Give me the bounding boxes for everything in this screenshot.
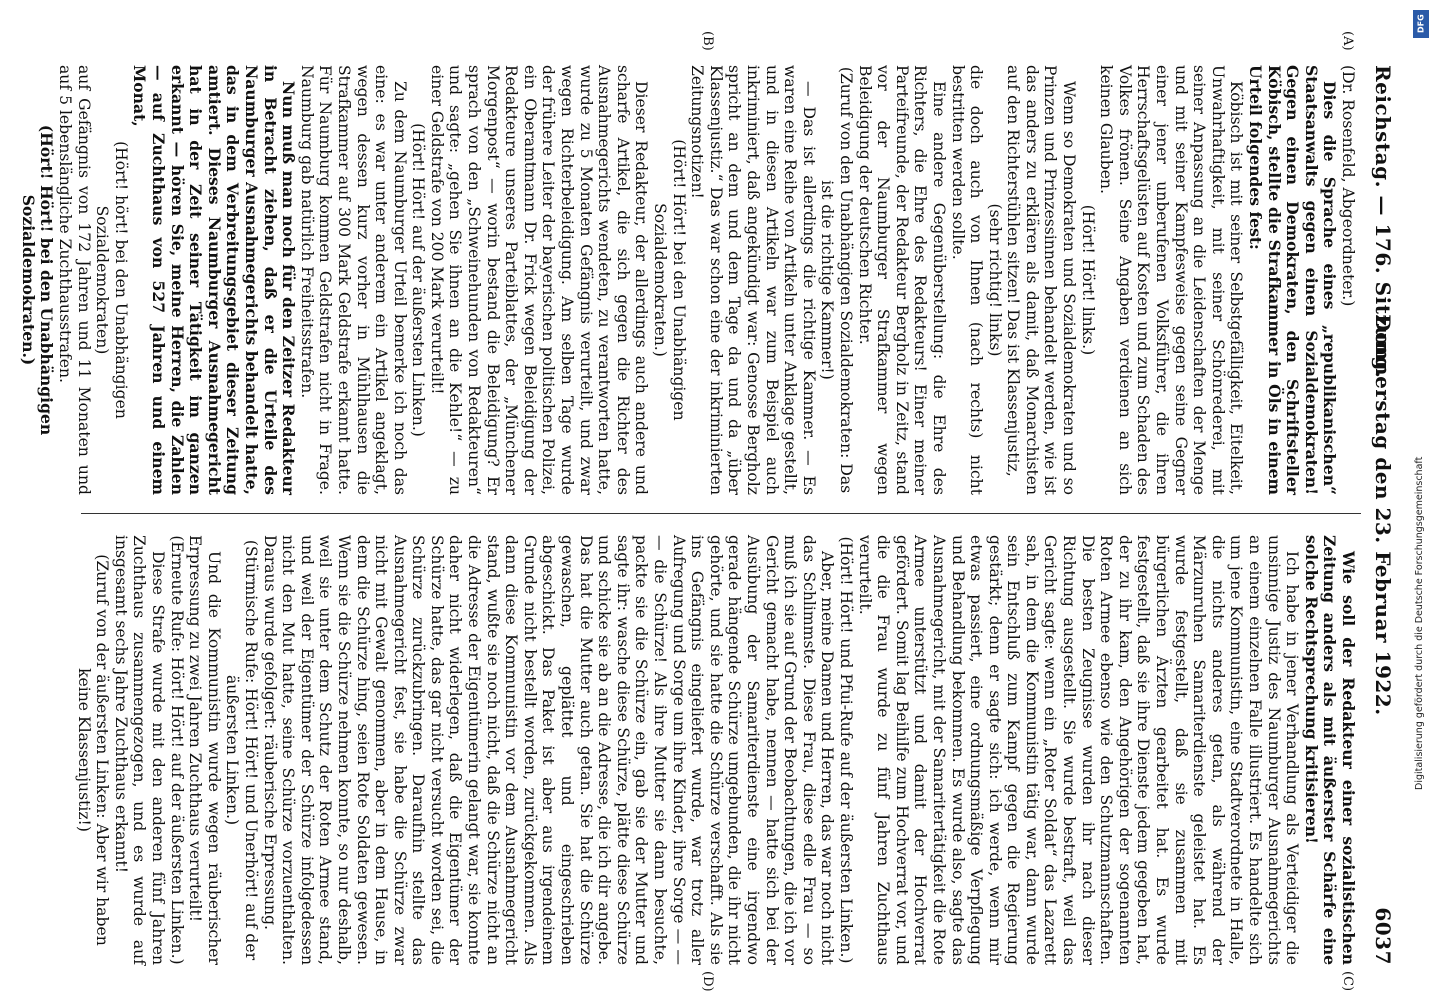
page-number: 6037 xyxy=(1371,907,1395,965)
interjection: (sehr richtig! links) xyxy=(985,203,1004,357)
rotated-text-block xyxy=(18,31,1395,992)
header-date: Donnerstag den 23. Februar 1922. xyxy=(1371,314,1395,716)
paragraph: Diese Strafe wurde mit den anderen fünf Jahren Zuchthaus zusammengezogen, und es wurde auf insgesamt sechs Jahre Zuchthaus erkannt! xyxy=(111,535,167,965)
header-session: Reichstag. — 176. Sitzung. xyxy=(1371,65,1395,379)
column-divider xyxy=(81,513,1361,514)
digitization-credit: Digitalisierung gefördert durch die Deutsche Forschungsgemeinschaft xyxy=(1414,456,1425,790)
paragraph: Zu dem Naumburger Urteil bemerke ich noch das eine: es war unter anderem ein Artikel angeklagt, wegen dessen kurz vorher in Mühlhausen die Strafkammer auf 300 Mark Geldstrafe erkannt hatte. Für Naumburg kommen Geldstrafen nicht in Frage. Naumburg gab natürlich Freiheitsstrafen. xyxy=(297,65,409,495)
paragraph: — Das ist allerdings die richtige Kammer. — Es waren eine Reihe von Artikeln unter Anklage gestellt, und in diesen Artikeln war zum Beispiel auch inkriminiert, daß angekündigt war: Genosse Bergholz spricht an dem und dem Tage da und da „über Klassenjustiz.“ Das war schon eine der inkriminierten Zeitungsnotizen! xyxy=(688,65,818,495)
paragraph: auf Gefängnis von 172 Jahren und 11 Monaten und auf 5 lebenslängliche Zuchthausstrafen. xyxy=(56,65,93,495)
paragraph: Und die Kommunistin wurde wegen räuberischer Erpressung zu zwei Jahren Zuchthaus verurteilt! xyxy=(186,535,223,965)
paragraph: Nun muß man noch für den Zeitzer Redakteur in Betracht ziehen, daß er die Urteile des Naumburger Ausnahmegerichts behandelt hatte, das in dem Verbreitungsgebiet dieser Zeitung amtiert. Dieses Naumburger Ausnahmegericht hat in der Zeit seiner Tätigkeit im ganzen erkannt — hören Sie, meine Herren, die Zahlen — auf Zuchthaus von 527 Jahren und einem Monat, xyxy=(130,65,299,495)
left-text-column xyxy=(18,65,1357,495)
paragraph: Wie soll der Redakteur einer sozialistischen Zeitung anders als mit äußerster Schärfe eine solche Rechtsprechung kritisieren! xyxy=(1301,535,1358,965)
paragraph: Eine andere Gegenüberstellung: die Ehre des Richters, die Ehre des Redakteurs! Einer meiner Parteifreunde, der Redakteur Bergholz in Zeitz, stand vor der Naumburger Strafkammer wegen Beleidigung der deutschen Richter. xyxy=(855,65,948,495)
paragraph: die doch auch von Ihnen (nach rechts) nicht bestritten werden sollte. xyxy=(948,65,986,495)
quote-paragraph: Köbisch ist mit seiner Selbstgefälligkeit, Eitelkeit, Unwahrhaftigkeit, mit seiner Schönrederei, mit seiner Anpassung an die Leidenschaften der Menge und mit seiner Kampfesweise gegen seine Gegner einer jener unberufenen Volksführer, die ihren Herrschaftsgelüsten auf Kosten und zum Schaden des Volkes frönen. Seine Angaben verdienen an sich keinen Glauben. xyxy=(1097,65,1246,495)
interjection: (Zuruf von den Unabhängigen Sozialdemokraten: Das ist die richtige Kammer!) xyxy=(818,66,855,494)
margin-mark-c: (C) xyxy=(1340,971,1355,992)
paragraph: Aber, meine Damen und Herren, das war noch nicht das Schlimmste. Diese Frau, diese edle Frau — so muß ich sie auf Grund der Beobachtungen, die ich vor Gericht gemacht habe, nennen — hatte sich bei der Ausübung der Samariterdienste eine irgendwo gerade hängende Schürze umgebunden, die ihr nicht gehörte, und sie hatte die Schürze verschafft. Als sie ins Gefängnis eingeliefert wurde, war trotz aller Aufregung und Sorge um ihre Kinder, ihre Sorge — — — die Schürze! Als ihre Mutter sie dann besuchte, packte sie die Schürze ein, gab sie der Mutter und sagte ihr: wasche diese Schürze, plätte diese Schürze und schicke sie ab an die Adresse, die ich dir angebe. Das hat die Mutter auch getan. Sie hat die Schürze gewaschen, geplättet und eingeschrieben abgeschickt. Das Paket ist aber aus irgendeinem Grunde nicht bestellt worden, zurückgekommen. Als dann diese Kommunistin vor dem Ausnahmegericht stand, wußte sie noch nicht, daß die Schürze nicht an die Adresse der Eigentümerin gelangt war, sie konnte daher nicht widerlegen, daß die Eigentümer der Schürze hatte, das gar nicht versucht worden sei, die Schürze zurückzubringen. Daraufhin stellte das Ausnahmegericht fest, sie habe die Schürze zwar nicht mit Gewalt genommen, aber in dem Hause, in dem die Schürze hing, seien Rote Soldaten gewesen. Wenn sie die Schürze nehmen konnte, so nur deshalb, weil sie unter dem Schutz der Roten Armee stand, und weil der Eigentümer der Schürze infolgedessen nicht den Mut hatte, seine Schürze vorzuenthalten. Daraus wurde gefolgert: räuberische Erpressung. xyxy=(260,535,837,965)
interjection: (Hört! Hört! und Pfui-Rufe auf der äußersten Linken.) xyxy=(836,536,855,964)
interjection: (Hört! Hört! bei den Unabhängigen Sozialdemokraten.) xyxy=(651,139,688,421)
margin-mark-b: (B) xyxy=(700,31,715,51)
paragraph: Dies die Sprache eines „republikanischen“ Staatsanwalts gegen einen Sozialdemokraten! Gegen einen Demokraten, den Schriftsteller Köbisch, stellte die Strafkammer in Öls in einem Urteil folgendes fest: xyxy=(1246,65,1340,495)
paragraph: Wenn so Demokraten und Sozialdemokraten und so Prinzen und Prinzessinnen behandelt werden, wie ist das anders zu erklären als damit, daß Monarchisten auf den Richterstühlen sitzen! Das ist Klassenjustiz, xyxy=(1004,65,1079,495)
paragraph: Ich habe in jener Verhandlung als Verteidiger die unsinnige Justiz des Naumburger Ausnahmegerichts an einem einzelnen Falle illustriert. Es handelte sich um jene Kommunistin, eine Stadtverordnete in Halle, die nichts anderes getan, als während der Märzunruhen Samariterdienste geleistet hat. Es wurde festgestellt, daß sie zusammen mit bürgerlichen Ärzten gearbeitet hat. Es wurde festgestellt, daß sie ihre Dienste jedem gegeben hat, der zu ihr kam, den Angehörigen der sogenannten Roten Armee ebenso wie den Schutzmannschaften. Die besten Zeugnisse wurden ihr nach dieser Richtung ausgestellt. Sie wurde bestraft, weil das Gericht sagte: wenn ein „Roter Soldat“ das Lazarett sah, in dem die Kommunistin tätig war, dann wurde sein Entschluß zum Kampf gegen die Regierung gestärkt; denn er sagte sich: ich werde, wenn mir etwas passiert, eine ordnungsmäßige Verpflegung und Behandlung bekommen. Es wurde also, sagte das Ausnahmegericht, mit der Samaritertätigkeit die Rote Armee unterstützt und damit der Hochverrat gefördert. Somit lag Beihilfe zum Hochverrat vor, und die die Frau wurde zu fünf Jahren Zuchthaus verurteilt. xyxy=(855,535,1302,965)
dfg-logo: DFG xyxy=(1413,10,1429,38)
digitization-credit-strip xyxy=(1412,10,1430,990)
paragraph: Dieser Redakteur, der allerdings auch andere und scharfe Artikel, die sich gegen die Richter des Ausnahmegerichts wendeten, zu verantworten hatte, wurde zu 5 Monaten Gefängnis verurteilt, und zwar wegen Richterbeleidigung. Am selben Tage wurde der frühere Leiter der bayerischen politischen Polizei, ein Oberamtmann Dr. Frick wegen Beleidigung der Redakteure unseres Parteiblattes, der „Münchener Morgenpost“ — worin bestand die Beleidigung? Er sprach von den „Schweinehunden von Redakteuren“ und sagte: „gehen Sie ihnen an die Kehle!“ — zu einer Geldstrafe von 200 Mark verurteilt! xyxy=(427,65,651,495)
interjection: (Zuruf von der äußersten Linken: Aber wir haben keine Klassenjustiz!) xyxy=(74,554,112,946)
right-text-column xyxy=(74,535,1358,965)
interjection: (Hört! Hört! bei den Unabhängigen Sozialdemokraten.) xyxy=(18,124,57,436)
interjection: (Hört! hört! bei den Unabhängigen Sozialdemokraten) xyxy=(93,141,130,419)
interjection: (Hört! Hört! auf der äußersten Linken.) xyxy=(409,123,428,437)
interjection: (Hört! Hört! links.) xyxy=(1078,204,1097,356)
running-header xyxy=(1367,65,1395,965)
interjection: (Stürmische Rufe: Hört! Hört! und Unerhört! auf der äußersten Linken.) xyxy=(223,539,260,961)
interjection: (Erneute Rufe: Hört! Hört! auf der äußersten Linken.) xyxy=(167,535,186,965)
margin-mark-d: (D) xyxy=(700,971,715,992)
margin-mark-a: (A) xyxy=(1340,31,1355,51)
speaker-line: (Dr. Rosenfeld, Abgeordneter.) xyxy=(1339,65,1357,307)
